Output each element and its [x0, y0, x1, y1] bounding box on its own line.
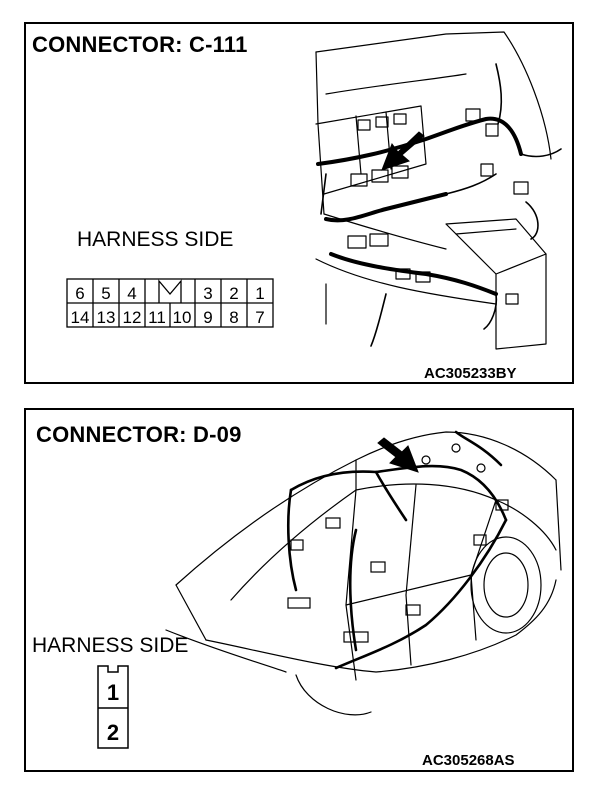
connector-d09-panel	[24, 408, 574, 772]
pin-label: 13	[96, 308, 116, 327]
pin-label: 11	[148, 308, 166, 327]
connector-title: CONNECTOR: C-111	[32, 32, 248, 57]
pin-label: 2	[106, 720, 120, 745]
pin-label: 1	[106, 680, 120, 705]
harness-side-label: HARNESS SIDE	[32, 634, 189, 657]
pin-label: 7	[255, 308, 265, 327]
pin-label: 3	[203, 284, 213, 303]
harness-side-label: HARNESS SIDE	[77, 228, 234, 251]
connector-c111-panel	[24, 22, 574, 384]
illustration-ref-code: AC305268AS	[422, 752, 515, 769]
pin-label: 1	[255, 284, 265, 303]
pin-label: 12	[122, 308, 142, 327]
pin-label: 2	[229, 284, 239, 303]
pin-label: 4	[127, 284, 137, 303]
pin-label: 5	[101, 284, 111, 303]
pin-label: 10	[172, 308, 192, 327]
illustration-ref-code: AC305233BY	[424, 365, 517, 382]
vehicle-harness-illustration	[26, 410, 576, 774]
connector-title: CONNECTOR: D-09	[36, 422, 242, 447]
pin-label: 9	[203, 308, 213, 327]
pin-label: 8	[229, 308, 239, 327]
pin-label: 6	[75, 284, 85, 303]
dashboard-harness-illustration	[26, 24, 576, 386]
pin-label: 14	[70, 308, 90, 327]
